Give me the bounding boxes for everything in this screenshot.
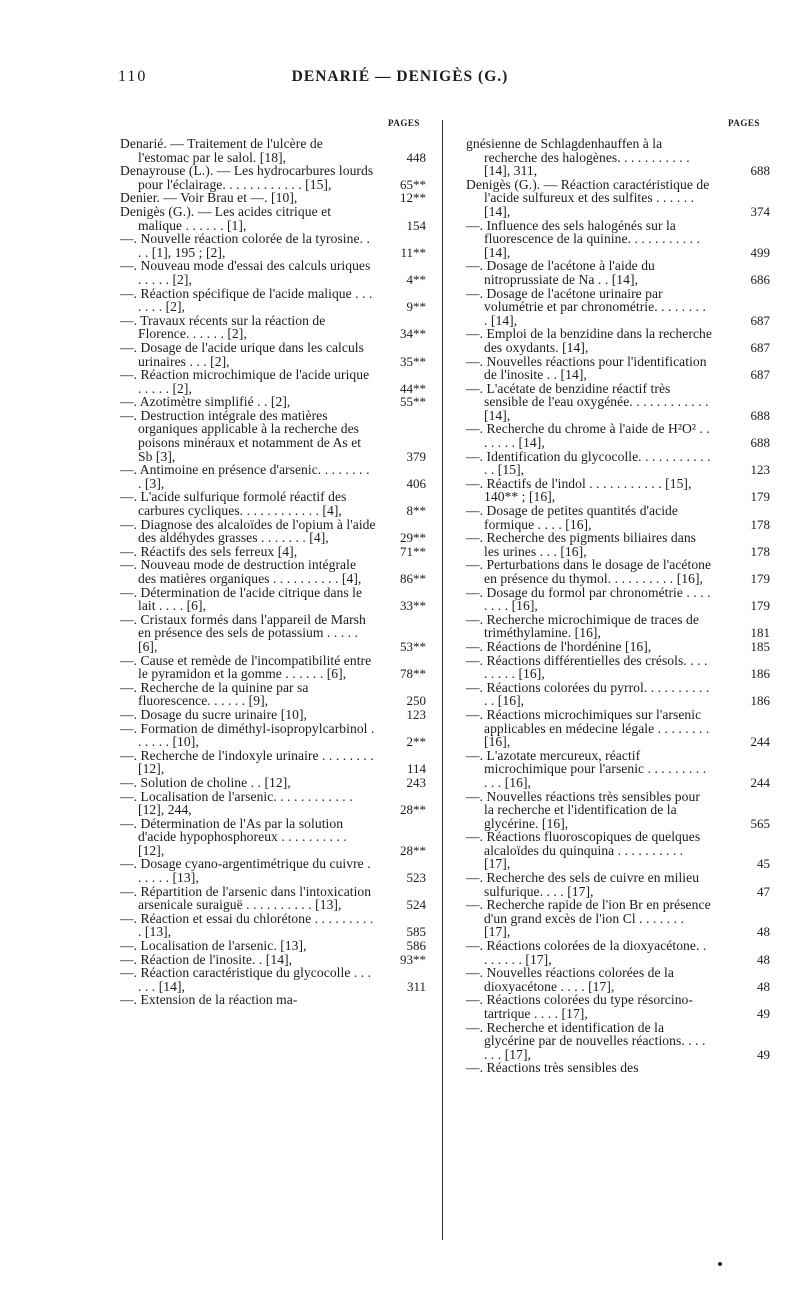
- entry-page: 374: [750, 203, 770, 219]
- index-entry: [120, 993, 426, 1007]
- entry-page: 4**: [406, 271, 426, 287]
- index-entry: [120, 613, 426, 654]
- entry-text: —. L'azotate mercureux, réactif microchimique pour l'arsenic . . . . . . . . . . . . [16],: [466, 747, 707, 790]
- index-entry: [466, 557, 770, 586]
- entry-page: 48: [757, 924, 770, 940]
- index-entry: [466, 1061, 762, 1075]
- entry-text: —. Réaction microchimique de l'acide urique . . . . . [2],: [120, 367, 370, 396]
- entry-page: 244: [750, 774, 770, 790]
- entry-page: 55**: [400, 394, 426, 410]
- entry-page: 311: [406, 978, 426, 994]
- entry-page: 687: [750, 312, 770, 328]
- index-entry: [466, 829, 770, 872]
- index-entry: [466, 897, 770, 940]
- entry-text: —. Nouvelles réactions pour l'identification de l'inosite . . [14],: [466, 353, 707, 383]
- entry-text: —. Localisation de l'arsenic. . . . . . . . . . . . [12], 244,: [120, 788, 353, 818]
- index-entry: [466, 965, 770, 994]
- entry-page: 35**: [400, 353, 426, 369]
- entry-text: Denigès (G.). — Les acides citrique et malique . . . . . . [1],: [120, 203, 332, 233]
- entry-page: 78**: [400, 666, 426, 682]
- entry-text: —. Nouveau mode de destruction intégrale des matières organiques . . . . . . . . . . [4],: [120, 557, 362, 586]
- index-entry: [466, 747, 770, 790]
- entry-page: 123: [750, 462, 770, 478]
- entry-text: —. Réactions de l'hordénine [16],: [466, 638, 652, 654]
- entry-page: 524: [406, 897, 426, 913]
- entry-page: 565: [750, 815, 770, 831]
- entry-page: 688: [750, 407, 770, 423]
- entry-page: 178: [750, 543, 770, 559]
- index-entry: [466, 217, 770, 260]
- entry-page: 499: [750, 244, 770, 260]
- entry-text: gnésienne de Schlagdenhauffen à la recherche des halogènes. . . . . . . . . . . [14], 311,: [466, 136, 690, 179]
- entry-page: 178: [750, 516, 770, 532]
- index-entry: [120, 287, 426, 314]
- left-entries: [120, 137, 426, 1007]
- index-entry: [466, 679, 770, 709]
- index-entry: [120, 205, 426, 232]
- entry-text: —. Formation de diméthyl-isopropylcarbinol . . . . . . [10],: [120, 720, 375, 750]
- index-entry: [466, 258, 770, 287]
- entry-text: —. Recherche et identification de la glycérine par de nouvelles réactions. . . . . . . [17],: [466, 1019, 706, 1062]
- index-entry: [120, 191, 426, 205]
- entry-page: 71**: [400, 543, 426, 559]
- entry-text: —. Réaction de l'inosite. . [14],: [120, 951, 293, 967]
- entry-page: 250: [406, 693, 426, 709]
- entry-text: —. Perturbations dans le dosage de l'acétone en présence du thymol. . . . . . . . . . [16],: [466, 557, 712, 586]
- index-entry: [120, 341, 426, 368]
- entry-text: —. Solution de choline . . [12],: [120, 774, 291, 790]
- entry-text: —. Dosage du formol par chronométrie . . . . . . . . [16],: [466, 584, 711, 614]
- index-entry: [120, 953, 426, 967]
- index-entry: [120, 939, 426, 953]
- entry-text: —. L'acétate de benzidine réactif très sensible de l'eau oxygénée. . . . . . . . . . . . [14],: [466, 380, 709, 423]
- index-entry: [466, 448, 770, 478]
- index-entry: [466, 475, 770, 505]
- index-entry: [120, 912, 426, 939]
- index-entry: [120, 409, 426, 463]
- entry-page: 9**: [406, 299, 426, 315]
- entry-text: —. Destruction intégrale des matières organiques applicable à la recherche des poisons minéraux et notamment de As et Sb [3],: [120, 407, 362, 464]
- entry-page: 11**: [400, 244, 426, 260]
- index-entry: [120, 817, 426, 858]
- entry-page: 243: [406, 774, 426, 790]
- entry-page: 28**: [400, 802, 426, 818]
- entry-page: 687: [750, 339, 770, 355]
- entry-text: —. Réactions différentielles des crésols. . . . . . . . . [16],: [466, 652, 708, 682]
- entry-page: 34**: [400, 326, 426, 342]
- entry-page: 28**: [400, 842, 426, 858]
- index-entry: [466, 326, 770, 355]
- index-entry: [466, 638, 770, 654]
- index-entry: [466, 503, 770, 532]
- entry-page: 29**: [400, 530, 426, 546]
- entry-page: 49: [757, 1006, 770, 1021]
- entry-text: —. Azotimètre simplifié . . [2],: [120, 394, 291, 410]
- index-entry: [466, 353, 770, 383]
- entry-text: —. Dosage de petites quantités d'acide formique . . . . [16],: [466, 503, 678, 532]
- entry-text: —. Réactifs de l'indol . . . . . . . . . . . [15], 140** ; [16],: [466, 475, 692, 505]
- entry-page: 185: [750, 638, 770, 654]
- entry-text: Denarié. — Traitement de l'ulcère de l'estomac par le salol. [18],: [120, 136, 323, 165]
- entry-page: 181: [750, 625, 770, 641]
- page-number: 110: [118, 68, 148, 85]
- index-entry: [120, 232, 426, 259]
- pages-column-heading: PAGES: [728, 118, 760, 128]
- entry-text: —. Dosage du sucre urinaire [10],: [120, 706, 307, 722]
- entry-page: 47: [757, 883, 770, 899]
- entry-page: 179: [750, 489, 770, 505]
- index-entry: [120, 518, 426, 545]
- entry-text: —. Dosage cyano-argentimétrique du cuivre . . . . . . [13],: [120, 856, 371, 886]
- index-entry: [120, 966, 426, 993]
- index-entry: [120, 776, 426, 790]
- column-divider: [442, 120, 443, 1240]
- entry-text: —. Nouvelles réactions colorées de la dioxyacétone . . . . [17],: [466, 965, 674, 994]
- entry-text: —. Nouveau mode d'essai des calculs uriques . . . . . [2],: [120, 258, 371, 287]
- entry-text: —. Réactions fluoroscopiques de quelques alcaloïdes du quinquina . . . . . . . . . . [17],: [466, 829, 701, 872]
- entry-page: 688: [750, 163, 770, 179]
- entry-page: 53**: [400, 638, 426, 654]
- index-entry: [466, 530, 770, 559]
- index-entry: [120, 790, 426, 817]
- entry-text: —. Réaction et essai du chlorétone . . . . . . . . . . [13],: [120, 910, 374, 940]
- index-entry: [466, 788, 770, 831]
- right-entries: [466, 136, 770, 1076]
- entry-text: —. Répartition de l'arsenic dans l'intoxication arsenicale suraiguë . . . . . . . . . . [13],: [120, 883, 372, 913]
- entry-text: —. Réactifs des sels ferreux [4],: [120, 543, 298, 559]
- entry-text: —. Extension de la réaction ma-: [120, 992, 298, 1008]
- entry-text: —. Recherche des pigments biliaires dans les urines . . . [16],: [466, 530, 697, 559]
- entry-text: —. Recherche de l'indoxyle urinaire . . . . . . . . [12],: [120, 747, 374, 777]
- entry-page: 687: [750, 367, 770, 383]
- index-entry: [120, 137, 426, 164]
- entry-page: 523: [406, 870, 426, 886]
- entry-text: —. Dosage de l'acide urique dans les calculs urinaires . . . [2],: [120, 339, 364, 369]
- entry-text: —. Détermination de l'As par la solution d'acide hypophosphoreux . . . . . . . . . . [12],: [120, 815, 347, 858]
- entry-page: 186: [750, 666, 770, 682]
- entry-page: 8**: [406, 503, 426, 519]
- entry-page: 379: [406, 448, 426, 464]
- entry-text: —. Localisation de l'arsenic. [13],: [120, 938, 307, 954]
- entry-text: —. Dosage de l'acétone urinaire par volumétrie et par chronométrie. . . . . . . . . [14],: [466, 285, 706, 328]
- index-entry: [466, 285, 770, 328]
- entry-text: —. Dosage de l'acétone à l'aide du nitroprussiate de Na . . [14],: [466, 258, 655, 287]
- running-title: DENARIÉ — DENIGÈS (G.): [291, 68, 509, 85]
- entry-page: 114: [406, 761, 426, 777]
- index-entry: [466, 136, 770, 179]
- index-entry: [466, 652, 770, 682]
- entry-text: —. L'acide sulfurique formolé réactif des carbures cycliques. . . . . . . . . . . . [4],: [120, 489, 347, 519]
- entry-text: —. Réaction spécifique de l'acide malique . . . . . . . [2],: [120, 285, 373, 315]
- entry-page: 93**: [400, 951, 426, 967]
- entry-page: 186: [750, 693, 770, 709]
- entry-page: 586: [406, 938, 426, 954]
- index-entry: [466, 870, 770, 899]
- entry-page: 86**: [400, 571, 426, 586]
- index-entry: [120, 463, 426, 490]
- entry-page: 65**: [400, 176, 426, 192]
- index-entry: [120, 314, 426, 341]
- index-entry: [120, 708, 426, 722]
- entry-page: 44**: [400, 380, 426, 396]
- entry-page: 33**: [400, 598, 426, 614]
- running-head: [0, 68, 800, 98]
- entry-text: —. Antimoine en présence d'arsenic. . . . . . . . . [3],: [120, 462, 370, 491]
- index-entry: [466, 421, 770, 451]
- entry-text: —. Réactions très sensibles des: [466, 1060, 639, 1076]
- entry-page: 12**: [400, 190, 426, 206]
- entry-text: —. Détermination de l'acide citrique dans le lait . . . . [6],: [120, 584, 363, 614]
- entry-page: 585: [406, 924, 426, 940]
- index-entry: [466, 992, 770, 1021]
- entry-page: 686: [750, 271, 770, 287]
- index-entry: [120, 395, 426, 409]
- entry-page: 45: [757, 856, 770, 872]
- index-entry: [120, 368, 426, 395]
- index-entry: [466, 611, 770, 641]
- entry-page: 448: [406, 149, 426, 165]
- entry-text: —. Emploi de la benzidine dans la recherche des oxydants. [14],: [466, 326, 712, 355]
- index-entry: [120, 490, 426, 517]
- entry-page: 48: [757, 951, 770, 967]
- index-entry: [120, 885, 426, 912]
- entry-text: Denigès (G.). — Réaction caractéristique de l'acide sulfureux et des sulfites . . . . . . [14],: [466, 176, 710, 219]
- entry-page: 688: [750, 435, 770, 451]
- entry-page: 48: [757, 978, 770, 994]
- entry-text: —. Identification du glycocolle. . . . . . . . . . . . . [15],: [466, 448, 711, 478]
- entry-page: 49: [757, 1046, 770, 1062]
- entry-text: —. Réaction caractéristique du glycocolle . . . . . . [14],: [120, 965, 372, 994]
- index-entry: [466, 938, 770, 967]
- stray-dot: [718, 1262, 722, 1266]
- entry-text: —. Nouvelles réactions très sensibles pour la recherche et l'identification de la glycérine. [16],: [466, 788, 700, 831]
- entry-page: 179: [750, 598, 770, 614]
- entry-text: —. Recherche microchimique de traces de triméthylamine. [16],: [466, 611, 699, 641]
- index-entry: [120, 722, 426, 749]
- entry-text: —. Réactions microchimiques sur l'arsenic applicables en médecine légale . . . . . . . . [16],: [466, 706, 710, 750]
- entry-text: —. Cristaux formés dans l'appareil de Marsh en présence des sels de potassium . . . . . [6],: [120, 611, 366, 654]
- index-entry: [120, 259, 426, 286]
- index-entry: [120, 545, 426, 559]
- index-entry: [120, 654, 426, 681]
- index-entry: [120, 164, 426, 191]
- index-entry: [466, 1019, 770, 1062]
- entry-page: 244: [750, 734, 770, 750]
- entry-text: —. Réactions colorées du pyrrol. . . . . . . . . . . . [16],: [466, 679, 710, 709]
- entry-text: —. Recherche du chrome à l'aide de H²O² . . . . . . . [14],: [466, 421, 710, 451]
- pages-column-heading: PAGES: [388, 118, 420, 128]
- index-entry: [466, 706, 770, 750]
- entry-text: Denier. — Voir Brau et —. [10],: [120, 190, 298, 206]
- entry-text: —. Réactions colorées de la dioxyacétone. . . . . . . . [17],: [466, 938, 707, 967]
- entry-text: —. Cause et remède de l'incompatibilité entre le pyramidon et la gomme . . . . . . [6],: [120, 652, 372, 682]
- entry-text: —. Travaux récents sur la réaction de Florence. . . . . . [2],: [120, 312, 326, 342]
- entry-text: —. Nouvelle réaction colorée de la tyrosine. . . . [1], 195 ; [2],: [120, 231, 370, 260]
- entry-text: —. Diagnose des alcaloïdes de l'opium à l'aide des aldéhydes grasses . . . . . . . [4],: [120, 516, 376, 546]
- index-entry: [466, 380, 770, 423]
- entry-text: —. Réactions colorées du type résorcino-tartrique . . . . [17],: [466, 992, 693, 1021]
- index-entry: [466, 584, 770, 614]
- entry-page: 179: [750, 571, 770, 586]
- index-entry: [120, 681, 426, 708]
- index-entry: [120, 857, 426, 884]
- entry-text: —. Influence des sels halogénés sur la fluorescence de la quinine. . . . . . . . . . . [14],: [466, 217, 701, 260]
- entry-page: 154: [406, 217, 426, 233]
- entry-text: —. Recherche rapide de l'ion Br en présence d'un grand excès de l'ion Cl . . . . . . . [17],: [466, 897, 711, 940]
- entry-page: 2**: [406, 734, 426, 750]
- entry-text: —. Recherche de la quinine par sa fluorescence. . . . . . [9],: [120, 679, 309, 709]
- index-entry: [466, 176, 770, 219]
- entry-text: —. Recherche des sels de cuivre en milieu sulfurique. . . . [17],: [466, 870, 700, 899]
- index-entry: [120, 558, 426, 585]
- index-entry: [120, 749, 426, 776]
- entry-page: 123: [406, 706, 426, 722]
- entry-text: Denayrouse (L.). — Les hydrocarbures lourds pour l'éclairage. . . . . . . . . . . . [15],: [120, 163, 374, 192]
- entry-page: 406: [406, 475, 426, 491]
- index-entry: [120, 586, 426, 613]
